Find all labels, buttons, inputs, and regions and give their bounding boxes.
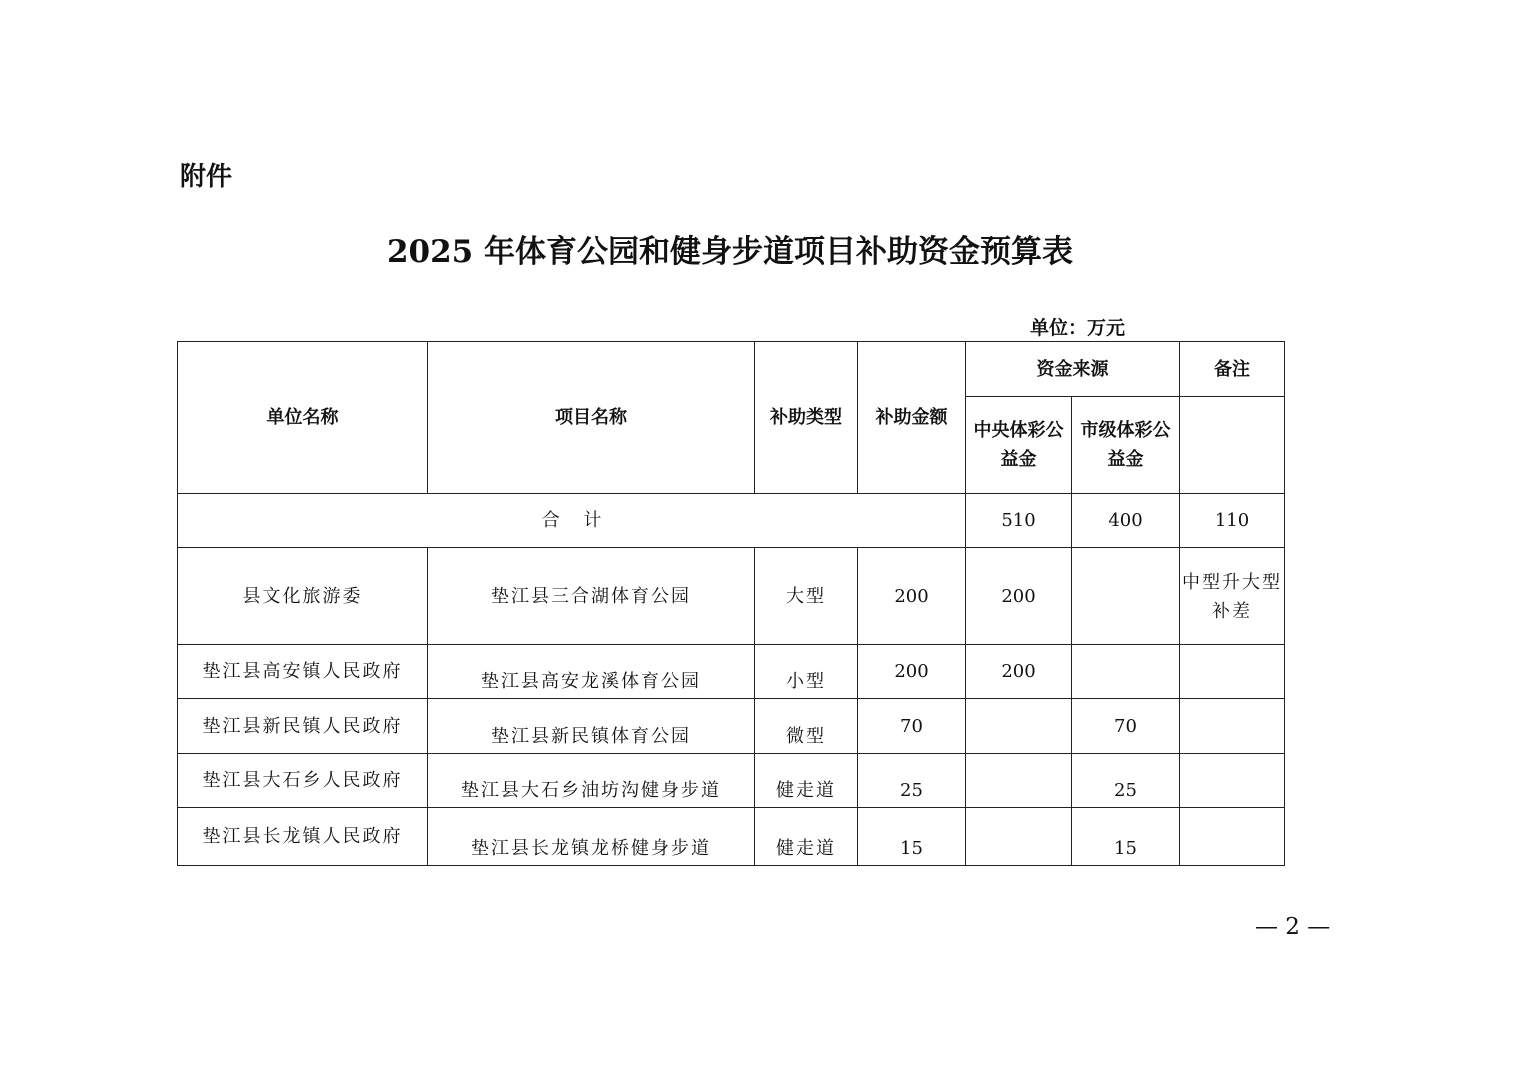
header-remark: 备注 bbox=[1180, 342, 1285, 397]
row-city bbox=[1072, 548, 1180, 645]
total-row bbox=[178, 494, 1285, 548]
row-central: 200 bbox=[966, 548, 1072, 645]
row-amount: 25 bbox=[858, 754, 966, 808]
total-city: 110 bbox=[1180, 494, 1285, 548]
row-unit: 县文化旅游委 bbox=[178, 548, 428, 645]
row-central bbox=[966, 808, 1072, 866]
table-row bbox=[178, 808, 1285, 866]
row-amount: 200 bbox=[858, 645, 966, 699]
header-central-fund: 中央体彩公益金 bbox=[966, 397, 1072, 494]
row-unit: 垫江县高安镇人民政府 bbox=[178, 645, 428, 699]
row-central: 200 bbox=[966, 645, 1072, 699]
row-project: 垫江县高安龙溪体育公园 bbox=[428, 645, 755, 699]
row-city: 25 bbox=[1072, 754, 1180, 808]
row-type: 微型 bbox=[755, 699, 858, 754]
row-unit: 垫江县新民镇人民政府 bbox=[178, 699, 428, 754]
page-title: 2025 年体育公园和健身步道项目补助资金预算表 bbox=[386, 234, 1074, 270]
row-type: 健走道 bbox=[755, 754, 858, 808]
row-project: 垫江县三合湖体育公园 bbox=[428, 548, 755, 645]
attachment-label: 附件 bbox=[180, 162, 233, 192]
header-fund-source: 资金来源 bbox=[966, 342, 1180, 397]
row-amount: 15 bbox=[858, 808, 966, 866]
table-row bbox=[178, 645, 1285, 699]
header-subsidy-type: 补助类型 bbox=[755, 342, 858, 494]
row-type: 健走道 bbox=[755, 808, 858, 866]
header-row bbox=[178, 342, 1285, 397]
row-remark bbox=[1180, 699, 1285, 754]
header-project-name: 项目名称 bbox=[428, 342, 755, 494]
row-remark bbox=[1180, 808, 1285, 866]
header-city-fund: 市级体彩公益金 bbox=[1072, 397, 1180, 494]
header-remark-empty bbox=[1180, 397, 1285, 494]
row-amount: 200 bbox=[858, 548, 966, 645]
table-row bbox=[178, 754, 1285, 808]
unit-label: 单位：万元 bbox=[1030, 317, 1126, 339]
row-remark bbox=[1180, 754, 1285, 808]
row-unit: 垫江县长龙镇人民政府 bbox=[178, 808, 428, 866]
header-subsidy-amount: 补助金额 bbox=[858, 342, 966, 494]
row-project: 垫江县大石乡油坊沟健身步道 bbox=[428, 754, 755, 808]
budget-table bbox=[177, 341, 1285, 866]
header-unit-name: 单位名称 bbox=[178, 342, 428, 494]
row-remark bbox=[1180, 645, 1285, 699]
row-project: 垫江县长龙镇龙桥健身步道 bbox=[428, 808, 755, 866]
row-central bbox=[966, 754, 1072, 808]
row-central bbox=[966, 699, 1072, 754]
table-row bbox=[178, 699, 1285, 754]
page-number: — 2 — bbox=[1255, 914, 1331, 940]
row-type: 小型 bbox=[755, 645, 858, 699]
table-row bbox=[178, 548, 1285, 645]
total-amount: 510 bbox=[966, 494, 1072, 548]
row-unit: 垫江县大石乡人民政府 bbox=[178, 754, 428, 808]
row-city: 70 bbox=[1072, 699, 1180, 754]
row-city: 15 bbox=[1072, 808, 1180, 866]
row-type: 大型 bbox=[755, 548, 858, 645]
row-remark: 中型升大型补差 bbox=[1180, 548, 1285, 645]
total-central: 400 bbox=[1072, 494, 1180, 548]
row-city bbox=[1072, 645, 1180, 699]
total-label: 合 计 bbox=[178, 494, 966, 548]
row-amount: 70 bbox=[858, 699, 966, 754]
row-project: 垫江县新民镇体育公园 bbox=[428, 699, 755, 754]
